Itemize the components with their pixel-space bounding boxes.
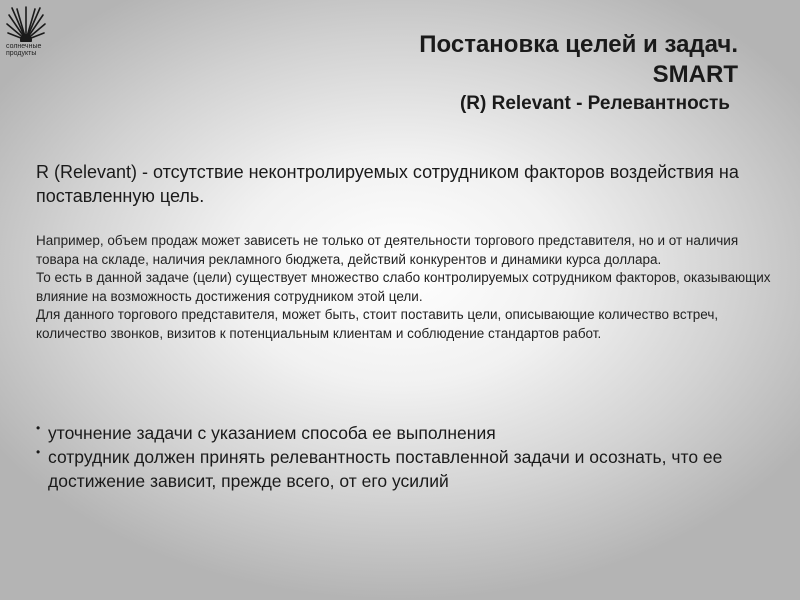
slide-subtitle: (R) Relevant - Релевантность bbox=[459, 93, 730, 114]
bullet-dot-icon: • bbox=[36, 421, 41, 435]
sunburst-logo-icon bbox=[6, 4, 46, 42]
definition-text: R (Relevant) - отсутствие неконтролируемых сотрудником факторов воздействия на поставленную цель. bbox=[36, 162, 739, 206]
bullet-item bbox=[36, 421, 776, 445]
logo-text-line2: продукты bbox=[6, 50, 37, 57]
logo bbox=[6, 4, 48, 57]
bullet-dot-icon: • bbox=[36, 445, 41, 459]
paragraph-factors: То есть в данной задаче (цели) существует множество слабо контролируемых сотрудником факторов, оказывающих влияние на возможность достижения сотрудником этой цели. bbox=[36, 270, 771, 304]
body-text bbox=[36, 232, 776, 344]
bullet-list bbox=[36, 421, 776, 493]
logo-text bbox=[6, 43, 48, 57]
slide-title-line2: SMART bbox=[652, 61, 738, 88]
paragraph-example: Например, объем продаж может зависеть не только от деятельности торгового представителя, но и от наличия товара на складе, наличия рекламного бюджета, действий конкурентов и динамики курса доллара. bbox=[36, 233, 739, 267]
paragraph-recommendation: Для данного торгового представителя, может быть, стоит поставить цели, описывающие количество встреч, количество звонков, визитов к потенциальным клиентам и соблюдение стандартов работ. bbox=[36, 307, 719, 341]
bullet-item-text: сотрудник должен принять релевантность поставленной задачи и осознать, что ее достижение зависит, прежде всего, от его усилий bbox=[48, 447, 723, 491]
bullet-item bbox=[36, 445, 776, 493]
bullet-item-text: уточнение задачи с указанием способа ее выполнения bbox=[48, 423, 496, 443]
logo-text-line1: солнечные bbox=[6, 43, 42, 50]
slide-title bbox=[419, 30, 738, 90]
slide-title-line1: Постановка целей и задач. bbox=[419, 31, 738, 58]
